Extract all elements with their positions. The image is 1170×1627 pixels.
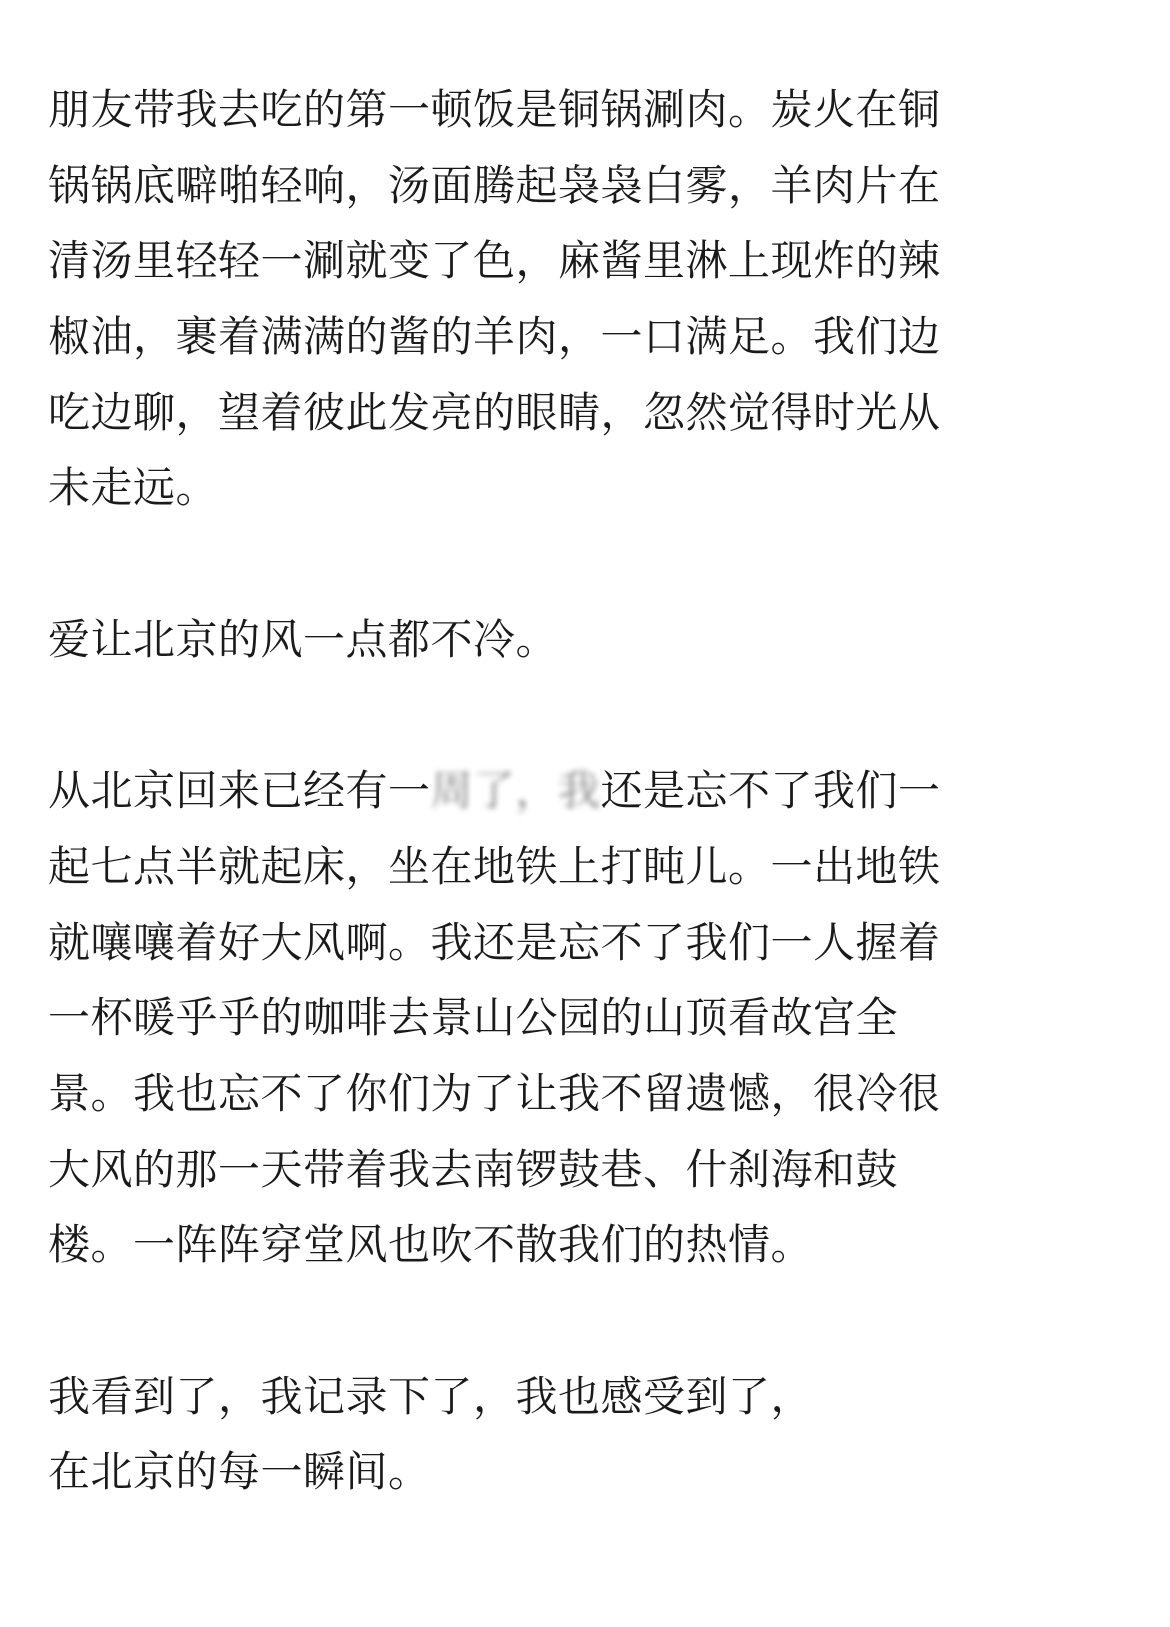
paragraph-closing: [48, 1359, 1048, 1510]
paragraph-memories: [48, 753, 1048, 1283]
text-line: 锅锅底噼啪轻响，汤面腾起袅袅白雾，羊肉片在: [48, 160, 941, 210]
paragraph-gap: [48, 526, 1048, 602]
text-line: 大风的那一天带着我去南锣鼓巷、什刹海和鼓: [48, 1144, 899, 1194]
text-line: 景。我也忘不了你们为了让我不留遗憾，很冷很: [48, 1068, 941, 1118]
text-line: 朋友带我去吃的第一顿饭是铜锅涮肉。炭火在铜: [48, 85, 941, 134]
obscured-text: 周了，我: [430, 766, 601, 816]
text-segment: 还是忘不了我们一: [600, 766, 941, 816]
text-segment: 从北京回来已经有一: [48, 766, 431, 816]
text-line: 在北京的每一瞬间。: [48, 1447, 431, 1497]
text-line: 椒油，裹着满满的酱的羊肉，一口满足。我们边: [48, 312, 941, 362]
paragraph-wind: [48, 602, 1048, 678]
text-line: [48, 753, 1048, 829]
text-line: 就嚷嚷着好大风啊。我还是忘不了我们一人握着: [48, 917, 941, 967]
text-line: 起七点半就起床，坐在地铁上打盹儿。一出地铁: [48, 841, 941, 891]
text-line: 未走远。: [48, 463, 219, 513]
text-line: 一杯暖乎乎的咖啡去景山公园的山顶看故宫全: [48, 993, 899, 1043]
article-body: [48, 72, 1048, 1510]
paragraph-hotpot: [48, 72, 1048, 526]
text-line: 清汤里轻轻一涮就变了色，麻酱里淋上现炸的辣: [48, 236, 941, 286]
text-line: 爱让北京的风一点都不冷。: [48, 614, 559, 664]
paragraph-gap: [48, 1283, 1048, 1359]
text-line: 吃边聊，望着彼此发亮的眼睛，忽然觉得时光从: [48, 387, 941, 437]
text-line: 楼。一阵阵穿堂风也吹不散我们的热情。: [48, 1220, 814, 1270]
paragraph-gap: [48, 678, 1048, 754]
text-line: 我看到了，我记录下了，我也感受到了，: [48, 1371, 814, 1421]
